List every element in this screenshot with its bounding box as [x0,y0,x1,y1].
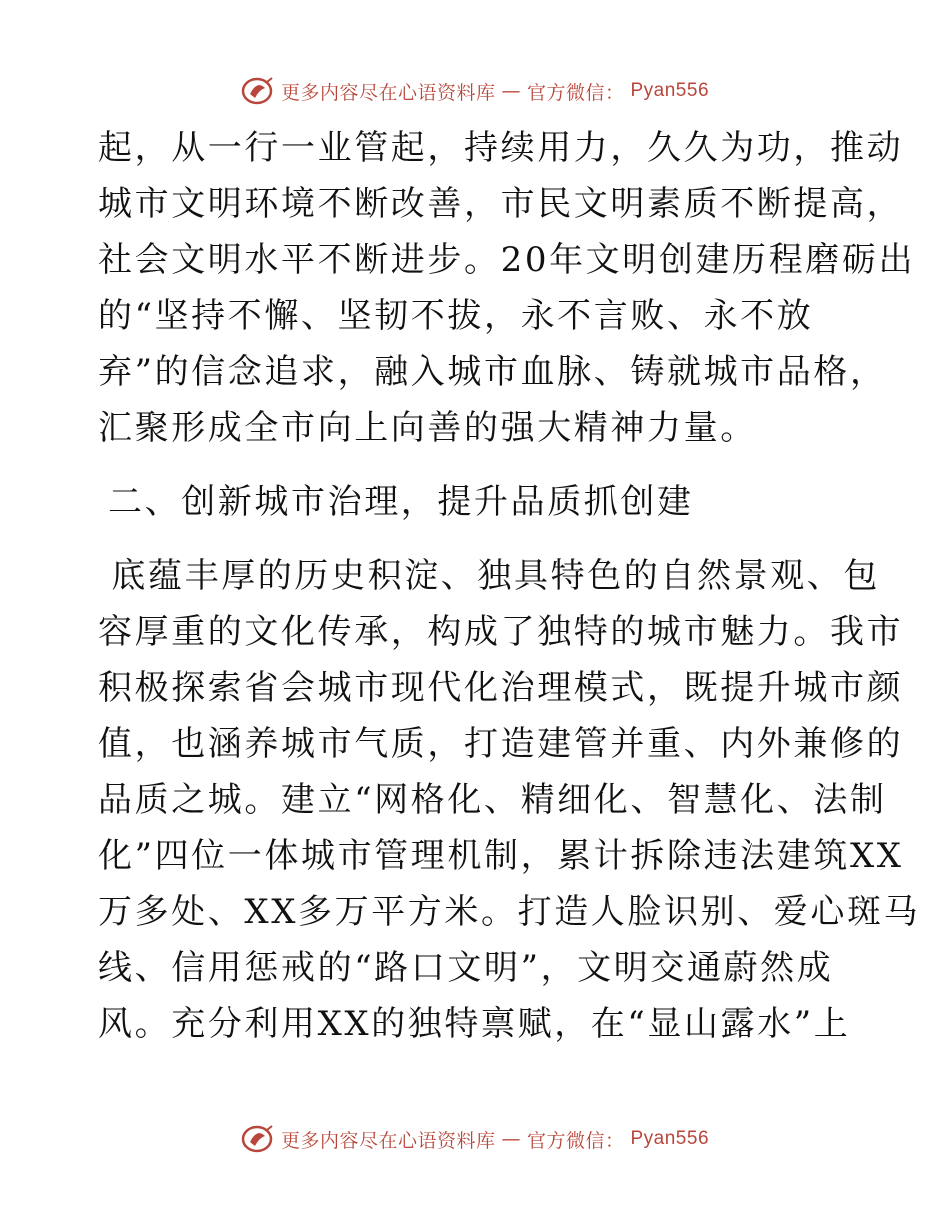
section-heading: 二、创新城市治理，提升品质抓创建 [108,482,694,522]
header-watermark [0,76,950,106]
text-line: 弃”的信念追求，融入城市血脉、铸就城市品格， [98,352,887,392]
text-line: 城市文明环境不断改善，市民文明素质不断提高， [98,184,904,224]
watermark-suffix: 官方微信： [526,1129,625,1152]
text-line: 的“坚持不懈、坚韧不拔，永不言败、永不放 [98,296,814,336]
text-line: 积极探索省会城市现代化治理模式，既提升城市颜 [98,668,904,708]
text-line: 线、信用惩戒的“路口文明”，文明交通蔚然成 [98,948,834,988]
watermark-wechat-id: Pyan556 [630,1128,710,1149]
watermark-text: 更多内容尽在心语资料库 [280,1129,496,1152]
watermark-text: 更多内容尽在心语资料库 [280,81,496,104]
footer-watermark [0,1124,950,1154]
paragraph-1 [98,120,916,456]
library-logo-icon [241,1124,275,1154]
text-line: 品质之城。建立“网格化、精细化、智慧化、法制 [98,780,887,820]
watermark-separator: — [501,80,521,102]
library-logo-icon [241,76,275,106]
watermark-wechat-id: Pyan556 [630,80,710,101]
text-line: 底蕴丰厚的历史积淀、独具特色的自然景观、包 [98,556,881,596]
text-line: 容厚重的文化传承，构成了独特的城市魅力。我市 [98,612,904,652]
text-line: 起，从一行一业管起，持续用力，久久为功，推动 [98,128,904,168]
text-line: 风。充分利用XX的独特禀赋，在“显山露水”上 [98,1004,851,1044]
watermark-separator: — [501,1128,521,1150]
text-line: 值，也涵养城市气质，打造建管并重、内外兼修的 [98,724,904,764]
text-line: 万多处、XX多万平方米。打造人脸识别、爱心斑马 [98,892,921,932]
watermark-suffix: 官方微信： [526,81,625,104]
paragraph-2 [98,548,921,1052]
text-line: 汇聚形成全市向上向善的强大精神力量。 [98,408,757,448]
document-body [98,120,921,1052]
text-line: 社会文明水平不断进步。20年文明创建历程磨砺出 [98,240,916,280]
text-line: 化”四位一体城市管理机制，累计拆除违法建筑XX [98,836,904,876]
